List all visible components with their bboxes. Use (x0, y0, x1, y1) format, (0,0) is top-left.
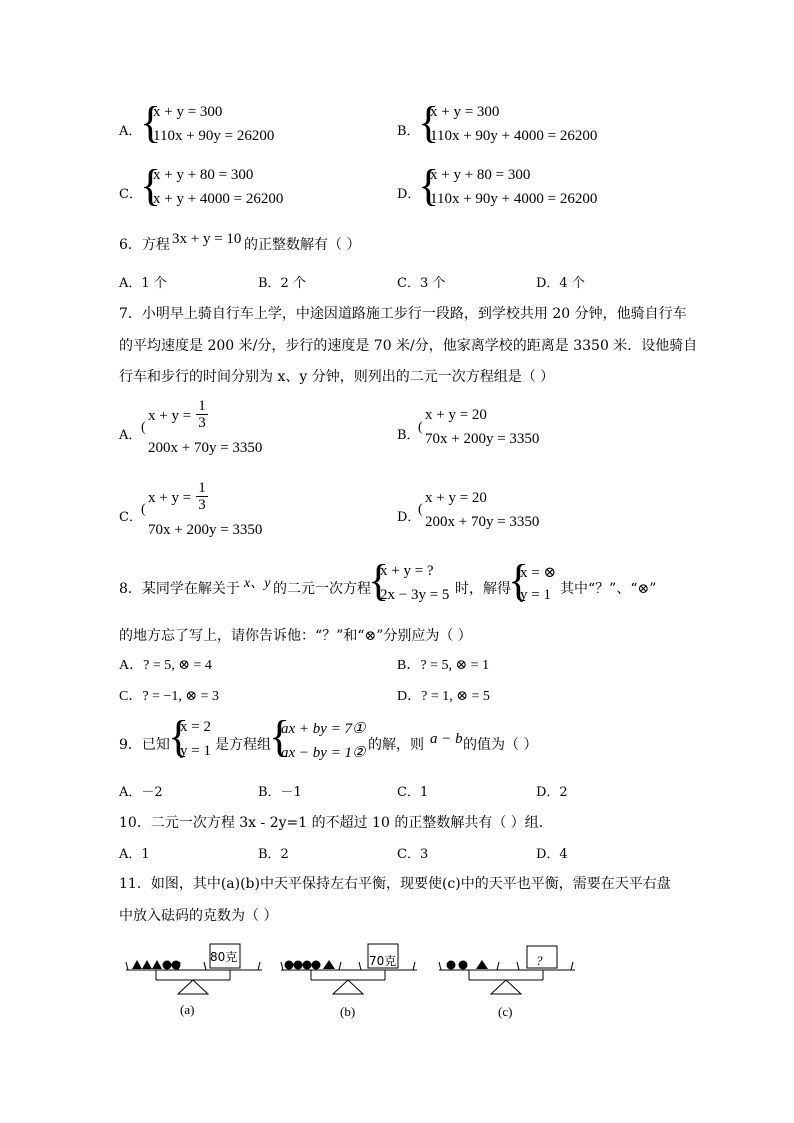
numerator: 1 (198, 398, 206, 414)
equation-1: x + y = 300 (153, 104, 223, 120)
q11-line-1: 11．如图，其中(a)(b)中天平保持左右平衡，现要使(c)中的天平也平衡，需要在天平右盘 (119, 876, 671, 892)
q9-suffix-2: 的值为（ ） (463, 737, 538, 753)
equation-1: x + y = 20 (425, 407, 487, 423)
ball-weight (312, 961, 321, 970)
ball-weight (163, 961, 172, 970)
brace: { (418, 161, 440, 210)
equation-2: 200x + 70y = 3350 (425, 514, 540, 530)
system-eq-1: ax + by = 7① (281, 721, 366, 737)
solution-y: y = 1 (520, 587, 551, 603)
triangle-weight (476, 960, 488, 969)
option-label: B． (397, 124, 420, 139)
q10-option-c: C．3 (397, 847, 429, 862)
solution-y: y = 1 (180, 743, 211, 759)
equation-1: x + y = 300 (430, 104, 500, 120)
brace: { (140, 98, 162, 147)
q9-option-d: D．2 (536, 785, 568, 800)
q9-prefix: 9．已知 (119, 737, 170, 753)
equation-2: 70x + 200y = 3350 (425, 431, 540, 447)
paren-icon: ( (418, 420, 423, 435)
equation-2: 110x + 90y = 26200 (153, 128, 275, 144)
q6-option-c: C．3 个 (397, 276, 446, 291)
triangle-weight (323, 960, 335, 969)
q6-prefix: 6．方程 (119, 237, 170, 253)
q7-line-2: 的平均速度是 200 米/分，步行的速度是 70 米/分，他家离学校的距离是 3350 米．设他骑自 (119, 338, 698, 354)
ball-weight (285, 961, 294, 970)
q8-mid: 的二元一次方程 (273, 581, 371, 597)
ball-weight (172, 961, 181, 970)
denominator: 3 (196, 496, 208, 513)
q8-option-d: D．? = 1, ⊗ = 5 (397, 689, 490, 704)
denominator: 3 (196, 414, 208, 431)
weight-label: 80克 (210, 950, 238, 964)
q6-suffix: 的正整数解有（ ） (244, 237, 361, 253)
paren-icon: ( (418, 502, 423, 517)
solution-x: x = 2 (180, 719, 211, 735)
q9-option-b: B．－1 (258, 785, 302, 800)
option-label: D． (397, 510, 421, 525)
weight-label: 70克 (369, 954, 397, 968)
q11-line-2: 中放入砝码的克数为（ ） (119, 908, 278, 924)
option-label: B． (397, 428, 420, 443)
option-label: D． (397, 187, 421, 202)
option-label: C． (119, 510, 142, 525)
caption-a: (a) (180, 1002, 195, 1017)
q9-option-a: A．－2 (119, 785, 163, 800)
triangle-weight (132, 960, 142, 969)
q10-option-b: B．2 (258, 847, 289, 862)
triangle-weight (142, 960, 152, 969)
brace: { (269, 712, 291, 761)
equation-2: 110x + 90y + 4000 = 26200 (430, 191, 598, 207)
paren-icon: ( (141, 420, 146, 435)
equation-1: x + y = 20 (425, 490, 487, 506)
ball-weight (303, 961, 312, 970)
ball-weight (459, 961, 468, 970)
q8-option-a: A．? = 5, ⊗ = 4 (119, 658, 212, 673)
balance-figure-a (124, 940, 264, 1000)
equation-1: x + y = (148, 408, 192, 424)
equation-2: x + y + 4000 = 26200 (153, 191, 284, 207)
q6-option-d: D．4 个 (536, 276, 585, 291)
numerator: 1 (198, 480, 206, 496)
ball-weight (447, 961, 456, 970)
equation-1: x + y = (148, 490, 192, 506)
q9-option-c: C．1 (397, 785, 429, 800)
q8-suffix: 其中“？”、“⊗” (560, 581, 657, 597)
brace: { (168, 712, 190, 761)
equation-2: 200x + 70y = 3350 (148, 440, 263, 456)
caption-c: (c) (498, 1004, 513, 1019)
system-eq-2: ax − by = 1② (281, 745, 366, 761)
option-label: C． (119, 187, 142, 202)
equation-2: 110x + 90y + 4000 = 26200 (430, 128, 598, 144)
q8-prefix: 8．某同学在解关于 (119, 581, 240, 597)
q8-mid-2: 时，解得 (455, 581, 511, 597)
triangle-weight (152, 960, 162, 969)
fraction (196, 480, 208, 513)
q6-option-a: A．1 个 (119, 276, 167, 291)
solution-x: x = ⊗ (520, 565, 557, 581)
balance-figure-c (437, 940, 577, 1000)
q6-equation: 3x + y = 10 (172, 231, 242, 247)
brace: { (418, 98, 440, 147)
system-eq-2: 2x − 3y = 5 (380, 587, 450, 603)
option-label: A． (119, 428, 142, 443)
brace: { (140, 161, 162, 210)
q7-line-3: 行车和步行的时间分别为 x、y 分钟，则列出的二元一次方程组是（ ） (119, 369, 555, 385)
unknown-weight-label: ? (536, 953, 543, 968)
q8-line-2: 的地方忘了写上，请你告诉他：“？”和“⊗”分别应为（ ） (119, 628, 472, 644)
brace: { (368, 556, 390, 605)
q9-expr: a − b (430, 731, 463, 747)
ball-weight (294, 961, 303, 970)
equation-2: 70x + 200y = 3350 (148, 522, 263, 538)
q10-option-a: A．1 (119, 847, 150, 862)
q10-text: 10．二元一次方程 3x - 2y=1 的不超过 10 的正整数解共有（ ）组． (119, 815, 553, 831)
fraction (196, 398, 208, 431)
equation-1: x + y + 80 = 300 (430, 167, 531, 183)
q9-suffix-1: 的解，则 (368, 737, 424, 753)
paren-icon: ( (141, 502, 146, 517)
equation-1: x + y + 80 = 300 (153, 167, 254, 183)
brace: { (508, 556, 530, 605)
q7-line-1: 7．小明早上骑自行车上学，中途因道路施工步行一段路，到学校共用 20 分钟，他骑自行车 (119, 306, 687, 322)
option-label: A． (119, 124, 142, 139)
q8-vars: x、y (244, 576, 271, 591)
q8-option-b: B．? = 5, ⊗ = 1 (397, 658, 490, 673)
caption-b: (b) (340, 1004, 356, 1019)
q10-option-d: D．4 (536, 847, 568, 862)
q8-option-c: C．? = −1, ⊗ = 3 (119, 689, 219, 704)
q6-option-b: B．2 个 (258, 276, 306, 291)
q9-mid: 是方程组 (215, 737, 271, 753)
balance-figure-b (279, 940, 419, 1000)
system-eq-1: x + y = ? (380, 563, 434, 579)
